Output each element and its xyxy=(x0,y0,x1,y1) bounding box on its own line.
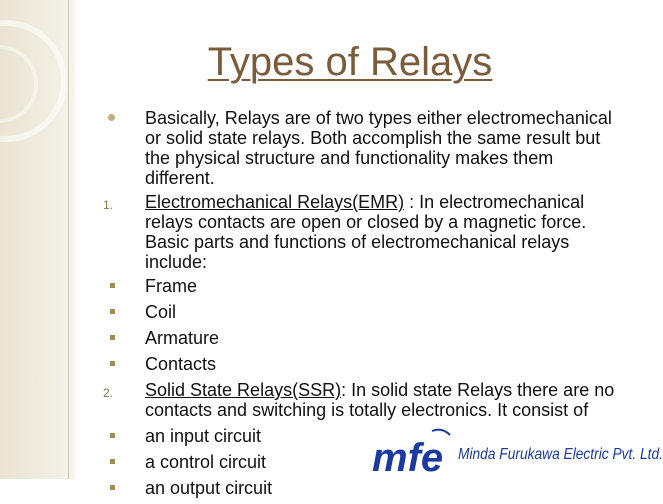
emr-part: Frame xyxy=(145,276,198,296)
square-bullet-icon xyxy=(110,361,115,366)
emr-item xyxy=(100,192,625,272)
list-item xyxy=(100,354,625,374)
logo-mark: mfe xyxy=(372,436,444,480)
list-item xyxy=(100,276,625,296)
list-number: 2. xyxy=(103,386,114,400)
emr-part: Contacts xyxy=(145,354,217,374)
intro-bullet xyxy=(100,108,625,188)
square-bullet-icon xyxy=(110,283,115,288)
slide-title: Types of Relays xyxy=(207,40,493,84)
intro-text: Basically, Relays are of two types either electromechanical or solid state relays. Both accomplish the same result but the physical structure and functionality makes them different. xyxy=(145,108,612,188)
emr-part: Armature xyxy=(145,328,220,348)
list-number: 1. xyxy=(103,198,114,212)
company-name: Minda Furukawa Electric Pvt. Ltd. xyxy=(458,446,663,463)
ssr-heading: Solid State Relays(SSR) xyxy=(145,380,342,400)
ssr-part: an output circuit xyxy=(145,478,273,498)
ssr-text: : In solid state Relays there are no contacts and switching is totally electronics. It consist of xyxy=(145,380,615,420)
ssr-part: an input circuit xyxy=(145,426,262,446)
list-item xyxy=(100,328,625,348)
list-item xyxy=(100,478,625,498)
square-bullet-icon xyxy=(110,485,115,490)
emr-part: Coil xyxy=(145,302,177,322)
square-bullet-icon xyxy=(110,309,115,314)
emr-text: : In electromechanical relays contacts are open or closed by a magnetic force. Basic parts and functions of electromechanical relays include: xyxy=(145,192,587,272)
bullet-dot-icon xyxy=(108,114,115,121)
logo-swoosh xyxy=(432,430,450,435)
list-item xyxy=(100,302,625,322)
emr-heading: Electromechanical Relays(EMR) xyxy=(145,192,405,212)
ssr-item xyxy=(100,380,625,420)
company-logo xyxy=(370,425,663,480)
mfe-logo-icon xyxy=(370,425,460,479)
square-bullet-icon xyxy=(110,335,115,340)
ssr-part: a control circuit xyxy=(145,452,267,472)
square-bullet-icon xyxy=(110,459,115,464)
square-bullet-icon xyxy=(110,433,115,438)
